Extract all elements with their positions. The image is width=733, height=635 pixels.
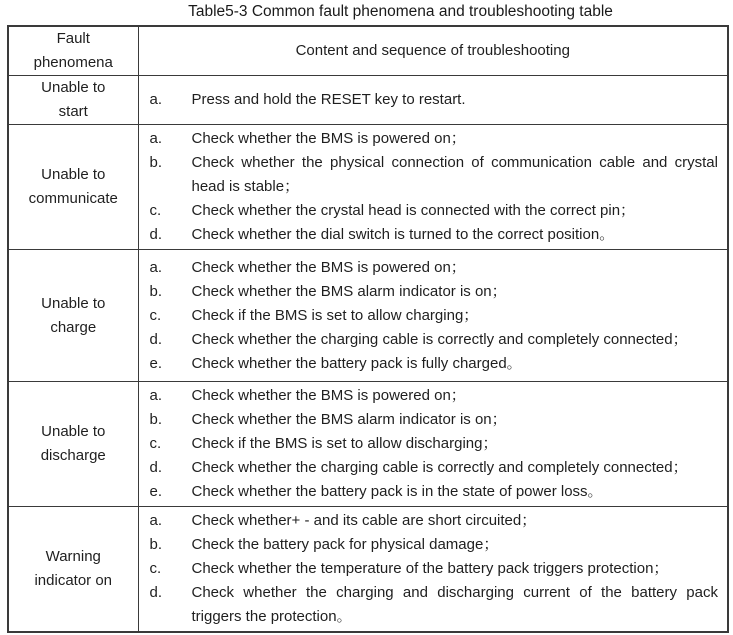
troubleshooting-item <box>139 223 719 247</box>
item-marker: d. <box>149 330 163 348</box>
fault-troubleshooting-table <box>7 25 729 633</box>
item-text: Check whether the temperature of the battery pack triggers protection； <box>191 560 669 577</box>
item-text: Check whether the charging cable is correctly and completely connected； <box>191 330 688 348</box>
item-marker: a. <box>149 387 163 404</box>
troubleshooting-item <box>139 557 719 581</box>
item-marker: d. <box>149 226 163 243</box>
table-row <box>8 507 728 633</box>
item-text: Check whether the battery pack is in the state of power loss。 <box>191 483 603 500</box>
troubleshooting-cell <box>138 507 728 633</box>
item-marker: d. <box>149 584 163 601</box>
table-row <box>8 76 728 125</box>
item-text: Check if the BMS is set to allow charging； <box>191 306 479 324</box>
item-marker: a. <box>149 91 163 108</box>
troubleshooting-item <box>139 432 719 456</box>
item-marker: b. <box>149 154 163 171</box>
item-marker: c. <box>149 560 162 577</box>
troubleshooting-item <box>139 533 719 557</box>
fault-phenomena-cell: Unable to communicate <box>8 125 138 250</box>
item-text: Check whether the BMS is powered on； <box>191 130 466 147</box>
item-text: Check whether the BMS alarm indicator is on； <box>191 282 507 300</box>
item-marker: b. <box>149 411 163 428</box>
item-text: Check whether the BMS alarm indicator is on； <box>191 411 507 428</box>
item-text: Check the battery pack for physical damage； <box>191 536 499 553</box>
troubleshooting-item <box>139 328 719 352</box>
troubleshooting-item <box>139 352 719 376</box>
troubleshooting-item <box>139 384 719 408</box>
table-row <box>8 125 728 250</box>
troubleshooting-item <box>139 509 719 533</box>
header-content-sequence: Content and sequence of troubleshooting <box>138 26 728 76</box>
troubleshooting-item <box>139 127 719 151</box>
troubleshooting-item <box>139 199 719 223</box>
item-marker: e. <box>149 354 163 372</box>
item-marker: b. <box>149 282 163 300</box>
fault-phenomena-cell: Unable to start <box>8 76 138 125</box>
troubleshooting-item <box>139 280 719 304</box>
troubleshooting-cell <box>138 382 728 507</box>
troubleshooting-cell <box>138 125 728 250</box>
item-marker: e. <box>149 483 163 500</box>
header-fault-phenomena: Fault phenomena <box>8 26 138 76</box>
item-text: Check whether the physical connection of communication cable and crystal head is stable； <box>191 154 718 195</box>
troubleshooting-item <box>139 151 719 199</box>
item-text: Check whether the crystal head is connected with the correct pin； <box>191 202 636 219</box>
fault-phenomena-cell: Unable to discharge <box>8 382 138 507</box>
item-text: Check whether the dial switch is turned to the correct position。 <box>191 226 615 243</box>
troubleshooting-cell <box>138 76 728 125</box>
table-body <box>8 26 728 632</box>
troubleshooting-item <box>139 408 719 432</box>
troubleshooting-item <box>139 88 719 112</box>
table-row <box>8 382 728 507</box>
troubleshooting-cell <box>138 250 728 382</box>
item-marker: b. <box>149 536 163 553</box>
item-text: Check whether the BMS is powered on； <box>191 387 466 404</box>
item-text: Check whether the BMS is powered on； <box>191 258 466 276</box>
table-row <box>8 250 728 382</box>
item-marker: a. <box>149 512 163 529</box>
item-marker: c. <box>149 306 162 324</box>
troubleshooting-item <box>139 581 719 629</box>
item-text: Check whether+ - and its cable are short circuited； <box>191 512 537 529</box>
item-marker: a. <box>149 258 163 276</box>
item-text: Press and hold the RESET key to restart. <box>191 91 466 108</box>
table-header-row <box>8 26 728 76</box>
troubleshooting-item <box>139 456 719 480</box>
item-text: Check whether the charging and discharging current of the battery pack triggers the protection。 <box>191 584 718 625</box>
item-marker: c. <box>149 202 162 219</box>
fault-phenomena-cell: Warning indicator on <box>8 507 138 633</box>
item-text: Check whether the charging cable is correctly and completely connected； <box>191 459 688 476</box>
item-text: Check if the BMS is set to allow discharging； <box>191 435 498 452</box>
item-marker: a. <box>149 130 163 147</box>
item-text: Check whether the battery pack is fully charged。 <box>191 354 522 372</box>
item-marker: d. <box>149 459 163 476</box>
troubleshooting-item <box>139 256 719 280</box>
troubleshooting-item <box>139 304 719 328</box>
table-caption: Table5-3 Common fault phenomena and troubleshooting table <box>188 3 613 20</box>
fault-phenomena-cell: Unable to charge <box>8 250 138 382</box>
item-marker: c. <box>149 435 162 452</box>
troubleshooting-item <box>139 480 719 504</box>
